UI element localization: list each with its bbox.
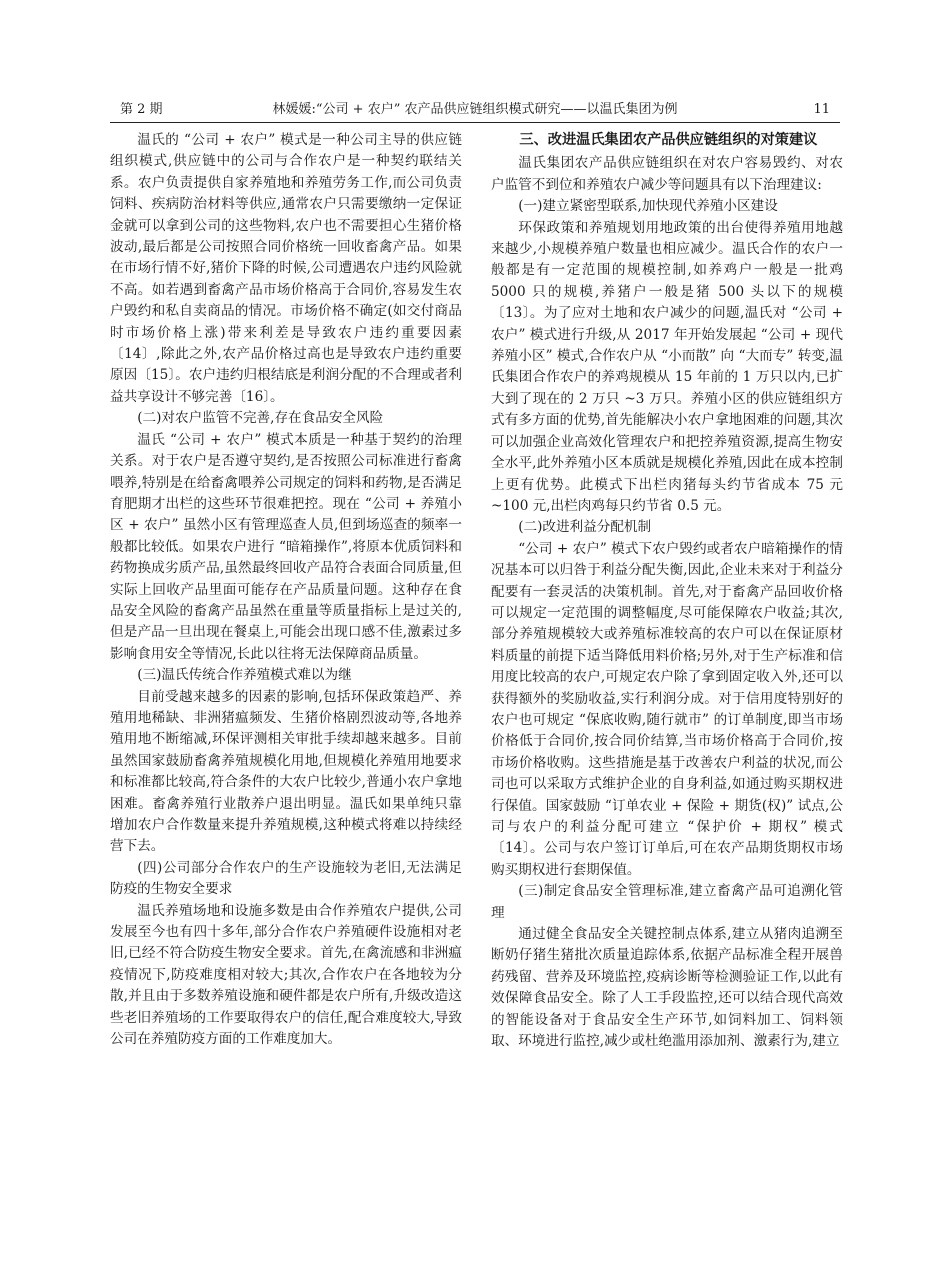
paragraph: 温氏养殖场地和设施多数是由合作养殖农户提供,公司发展至今也有四十多年,部分合作农户养殖硬件设施相对老旧,已经不符合防疫生物安全要求。首先,在禽流感和非洲瘟疫情况下,防疫难度相对较大;其次,合作农户在各地较为分散,并且由于多数养殖设施和硬件都是农户所有,升级改造这些老旧养殖场的工作要取得农户的信任,配合难度较大,导致公司在养殖防疫方面的工作难度加大。 — [110, 902, 462, 1048]
running-title: 林媛媛:“公司 + 农户” 农产品供应链组织模式研究——以温氏集团为例 — [272, 102, 678, 117]
subsection-heading: (三)制定食品安全管理标准,建立畜禽产品可追溯化管理 — [491, 883, 843, 921]
issue-number: 第 2 期 — [120, 102, 163, 117]
section-heading: 三、改进温氏集团农产品供应链组织的对策建议 — [519, 132, 818, 148]
subsection-heading: (二)对农户监管不完善,存在食品安全风险 — [137, 410, 384, 427]
header-rule — [110, 122, 840, 123]
left-column — [110, 130, 462, 1050]
right-column — [491, 130, 843, 1052]
paragraph: 温氏的 “公司 + 农户” 模式是一种公司主导的供应链组织模式,供应链中的公司与合作农户是一种契约联结关系。农户负责提供自家养殖地和养殖劳务工作,而公司负责饲料、疾病防治材料等供应,通常农户只需要缴纳一定保证金就可以拿到公司的这些物料,农户也不需要担心生猪价格波动,最后都是公司按照合同价格统一回收畜禽产品。如果在市场行情不好,猪价下降的时候,公司遭遇农户违约风险就不高。如若遇到畜禽产品市场价格高于合同价,容易发生农户毁约和私自卖商品的情况。市场价格不确定(如交付商品时市场价格上涨)带来利差是导致农户违约重要因素〔14〕,除此之外,农产品价格过高也是导致农户违约重要原因〔15〕。农户违约归根结底是利润分配的不合理或者利益共享设计不够完善〔16〕。 — [110, 132, 462, 405]
subsection-heading: (四)公司部分合作农户的生产设施较为老旧,无法满足防疫的生物安全要求 — [110, 859, 462, 898]
paragraph: 环保政策和养殖规划用地政策的出台使得养殖用地越来越少,小规模养殖户数量也相应减少。温氏合作的农户一般都是有一定范围的规模控制,如养鸡户一般是一批鸡 5000 只的规模,养猪户一般是猪 500 头以下的规模〔13〕。为了应对土地和农户减少的问题,温氏对 “公司 + 农户” 模式进行升级,从 2017 年开始发展起 “公司 + 现代养殖小区” 模式,合作农户从 “小而散” 向 “大而专” 转变,温氏集团合作农户的养鸡规模从 15 年前的 1 万只以内,已扩大到了现在的 2 万只 ~3 万只。养殖小区的供应链组织方式有多方面的优势,首先能解决小农户拿地困难的问题,其次可以加强企业高效化管理农户和把控养殖资源,提高生物安全水平,此外养殖小区本质就是规模化养殖,因此在成本控制上更有优势。此模式下出栏肉猪每头约节省成本 75 元 ~100 元,出栏肉鸡每只约节省 0.5 元。 — [491, 219, 843, 514]
subsection-heading: (一)建立紧密型联系,加快现代养殖小区建设 — [518, 198, 778, 215]
paragraph: 温氏 “公司 + 农户” 模式本质是一种基于契约的治理关系。对于农户是否遵守契约,是否按照公司标准进行畜禽喂养,特别是在给畜禽喂养公司规定的饲料和药物,是否满足育肥期才出栏的这些环节很难把控。现在 “公司 + 养殖小区 + 农户” 虽然小区有管理巡查人员,但到场巡查的频率一般都比较低。如果农户进行 “暗箱操作”,将原本优质饲料和药物换成劣质产品,虽然最终回收产品符合表面合同质量,但实际上回收产品里面可能存在产品质量问题。这种存在食品安全风险的畜禽产品虽然在重量等质量指标上是过关的,但是产品一旦出现在餐桌上,可能会出现口感不佳,激素过多影响食用安全等情况,长此以往将无法保障商品质量。 — [110, 431, 462, 662]
running-header — [110, 100, 840, 120]
subsection-heading: (二)改进利益分配机制 — [518, 519, 652, 536]
page-number: 11 — [813, 102, 830, 117]
subsection-heading: (三)温氏传统合作养殖模式难以为继 — [137, 667, 352, 684]
paragraph: 目前受越来越多的因素的影响,包括环保政策趋严、养殖用地稀缺、非洲猪瘟频发、生猪价格剧烈波动等,各地养殖用地不断缩减,环保评测相关审批手续却越来越多。目前虽然国家鼓励畜禽养殖规模化用地,但规模化养殖用地要求和标准都比较高,符合条件的大农户比较少,普通小农户拿地困难。畜禽养殖行业散养户退出明显。温氏如果单纯只靠增加农户合作数量来提升养殖规模,这种模式将难以持续经营下去。 — [110, 688, 462, 855]
paragraph: “公司 + 农户” 模式下农户毁约或者农户暗箱操作的情况基本可以归咎于利益分配失衡,因此,企业未来对于利益分配要有一套灵活的决策机制。首先,对于畜禽产品回收价格可以规定一定范围的调整幅度,尽可能保障农户收益;其次,部分养殖规模较大或养殖标准较高的农户可以在保证原材料质量的前提下适当降低用料价格;另外,对于生产标准和信用度比较高的农户,可规定农户除了拿到固定收入外,还可以获得额外的奖励收益,实行利润分成。对于信用度特别好的农户也可规定 “保底收购,随行就市” 的订单制度,即当市场价格低于合同价,按合同价结算,当市场价格高于合同价,按市场价格收购。这些措施是基于改善农户利益的状况,而公司也可以采取方式维护企业的自身利益,如通过购买期权进行保值。国家鼓励 “订单农业 + 保险 + 期货(权)” 试点,公司与农户的利益分配可建立 “保护价 + 期权” 模式〔14〕。公司与农户签订订单后,可在农产品期货期权市场购买期权进行套期保值。 — [491, 540, 843, 878]
paragraph: 通过健全食品安全关键控制点体系,建立从猪肉追溯至断奶仔猪生猪批次质量追踪体系,依据产品标准全程开展兽药残留、营养及环境监控,疫病诊断等检测验证工作,以此有效保障食品安全。除了人工手段监控,还可以结合现代高效的智能设备对于食品安全生产环节,如饲料加工、饲料领取、环境进行监控,减少或杜绝滥用添加剂、激素行为,建立 — [491, 926, 843, 1050]
paragraph: 温氏集团农产品供应链组织在对农户容易毁约、对农户监管不到位和养殖农户减少等问题具有以下治理建议: — [491, 155, 843, 193]
